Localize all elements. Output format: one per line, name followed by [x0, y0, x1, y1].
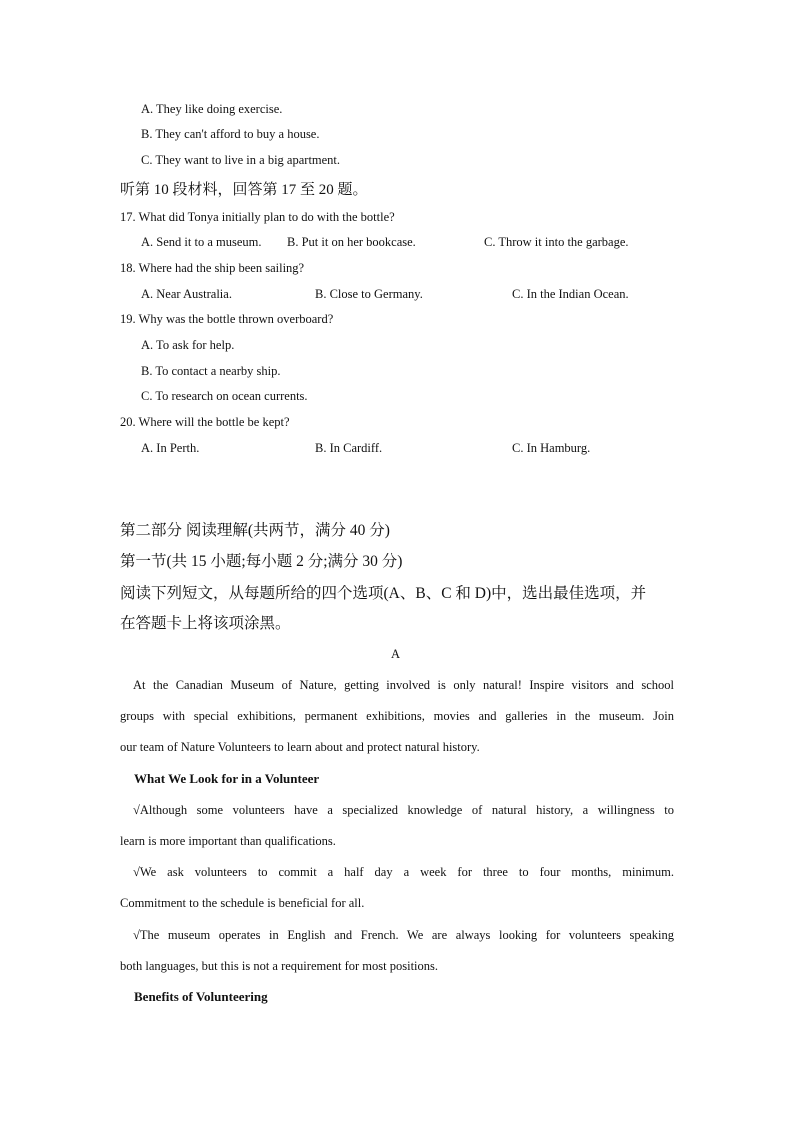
- question-20-option-a: A. In Perth.: [141, 441, 200, 455]
- question-17-stem: 17. What did Tonya initially plan to do with the bottle?: [120, 210, 395, 224]
- question-20-option-c: C. In Hamburg.: [512, 441, 591, 455]
- check-item-1-line2: learn is more important than qualifications.: [120, 834, 336, 848]
- prev-option-b: B. They can't afford to buy a house.: [141, 127, 320, 141]
- passage-intro-line-2: groups with special exhibitions, permanent exhibitions, movies and galleries in the museum. Join: [120, 709, 674, 723]
- check-item-2-line1: √We ask volunteers to commit a half day a week for three to four months, minimum.: [133, 865, 674, 879]
- question-18-option-b: B. Close to Germany.: [315, 287, 423, 301]
- check-item-2-line2: Commitment to the schedule is beneficial for all.: [120, 896, 365, 910]
- question-19-stem: 19. Why was the bottle thrown overboard?: [120, 312, 334, 326]
- check-item-3-line1: √The museum operates in English and French. We are always looking for volunteers speaking: [133, 928, 674, 942]
- part2-instruction-line1: 阅读下列短文，从每题所给的四个选项(A、B、C 和 D)中，选出最佳选项，并: [120, 585, 647, 602]
- passage-intro-line-1: At the Canadian Museum of Nature, getting involved is only natural! Inspire visitors and school: [133, 678, 674, 692]
- heading-what-we-look-for: What We Look for in a Volunteer: [134, 771, 320, 786]
- listening-instruction: 听第 10 段材料，回答第 17 至 20 题。: [120, 182, 368, 198]
- question-19-option-b: B. To contact a nearby ship.: [141, 364, 281, 378]
- question-17-option-a: A. Send it to a museum.: [141, 235, 262, 249]
- question-20-option-b: B. In Cardiff.: [315, 441, 383, 455]
- part2-instruction-line2: 在答题卡上将该项涂黑。: [120, 615, 291, 632]
- passage-label: A: [391, 647, 401, 661]
- question-19-option-c: C. To research on ocean currents.: [141, 389, 308, 403]
- question-18-stem: 18. Where had the ship been sailing?: [120, 261, 305, 275]
- question-18-option-c: C. In the Indian Ocean.: [512, 287, 629, 301]
- question-20-stem: 20. Where will the bottle be kept?: [120, 415, 290, 429]
- prev-option-a: A. They like doing exercise.: [141, 102, 283, 116]
- question-17-option-b: B. Put it on her bookcase.: [287, 235, 416, 249]
- prev-option-c: C. They want to live in a big apartment.: [141, 153, 341, 167]
- passage-intro-line-3: our team of Nature Volunteers to learn about and protect natural history.: [120, 740, 480, 754]
- question-19-option-a: A. To ask for help.: [141, 338, 235, 352]
- question-17-option-c: C. Throw it into the garbage.: [484, 235, 629, 249]
- question-18-option-a: A. Near Australia.: [141, 287, 232, 301]
- part2-section: 第一节(共 15 小题;每小题 2 分;满分 30 分): [120, 553, 403, 570]
- part2-title: 第二部分 阅读理解(共两节，满分 40 分): [120, 522, 390, 539]
- heading-benefits: Benefits of Volunteering: [134, 989, 268, 1004]
- check-item-1-line1: √Although some volunteers have a specialized knowledge of natural history, a willingness to: [133, 803, 674, 817]
- check-item-3-line2: both languages, but this is not a requirement for most positions.: [120, 959, 439, 973]
